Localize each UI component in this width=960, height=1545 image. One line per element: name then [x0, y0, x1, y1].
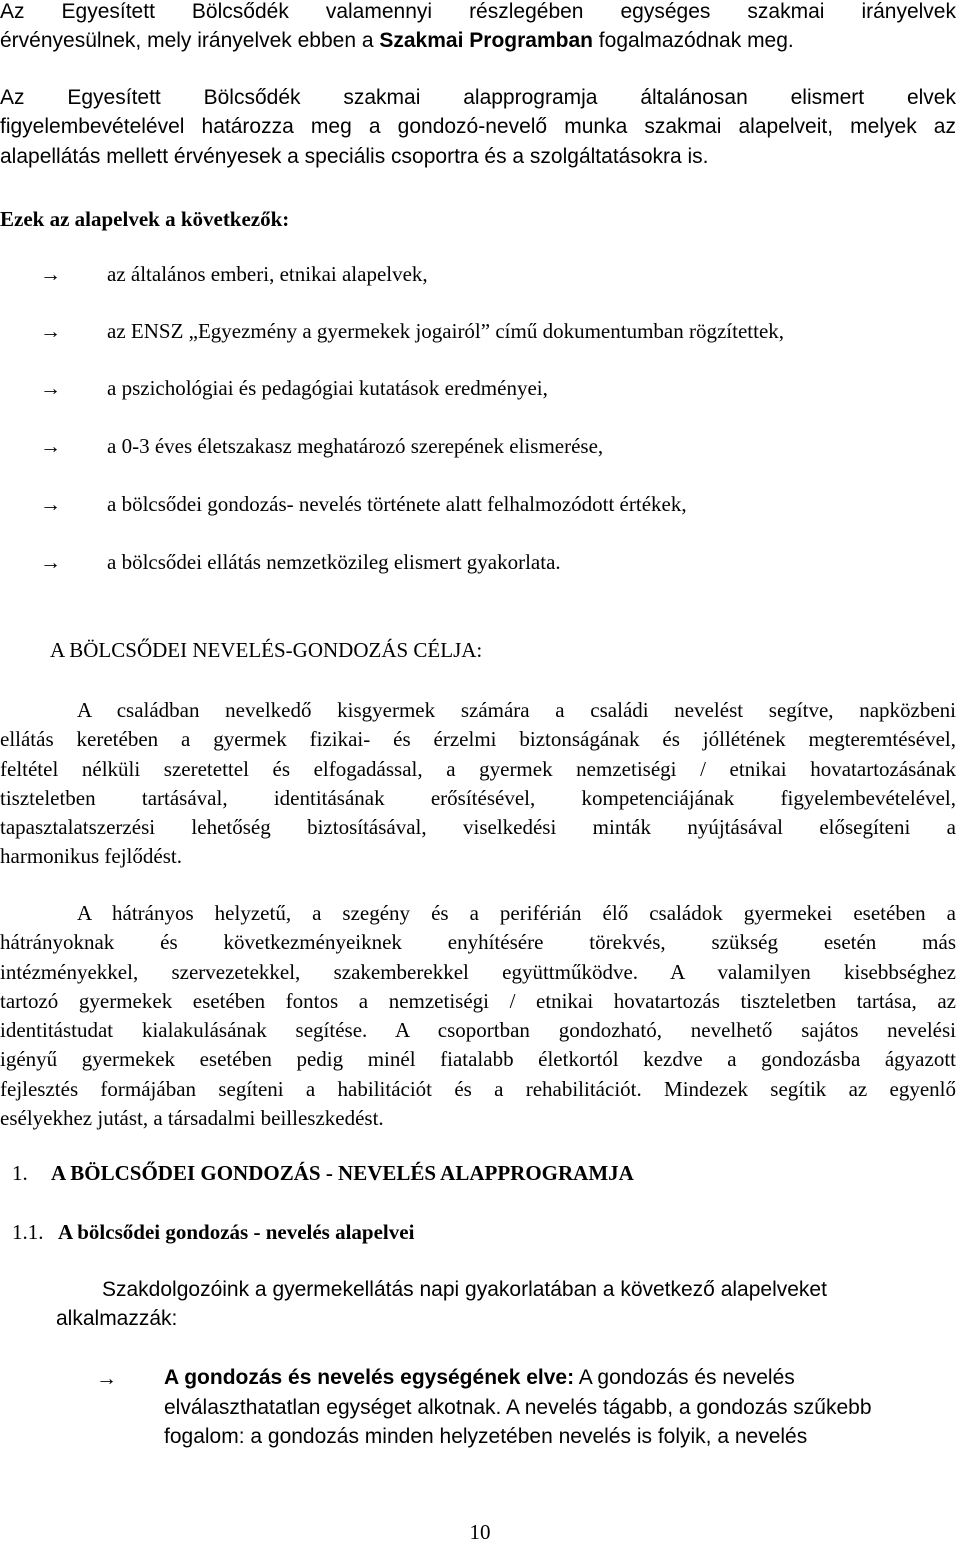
program-name: Szakmai Programban	[379, 29, 593, 53]
principles-intro-paragraph	[0, 83, 956, 171]
list-item-text: a bölcsődei gondozás- nevelés története alatt felhalmozódott értékek,	[107, 492, 687, 516]
goal-p1-line-6: harmonikus fejlődést.	[0, 844, 182, 869]
goal-paragraph-1	[0, 696, 956, 872]
goal-p1-line-3: feltétel nélküli szeretettel és elfogadással, a gyermek nemzetiségi / etnikai hovatartozásának	[0, 756, 956, 781]
arrow-icon: →	[40, 262, 61, 286]
goal-p2-line-4: tartozó gyermekek esetében fontos a nemzetiségi / etnikai hovatartozás tiszteletben tartása, az	[0, 988, 956, 1013]
goal-p1-line-2: ellátás keretében a gyermek fizikai- és érzelmi biztonságának és jóllétének megteremtésével,	[0, 727, 956, 752]
goal-paragraph-2	[0, 899, 956, 1133]
principle-text: A gondozás és nevelés	[574, 1366, 795, 1389]
intro-line-2	[0, 26, 956, 55]
list-item-text: a 0-3 éves életszakasz meghatározó szerepének elismerése,	[107, 434, 604, 458]
list-item	[0, 376, 956, 406]
goal-p2-line-1: A hátrányos helyzetű, a szegény és a periférián élő családok gyermekei esetében a	[77, 901, 956, 925]
arrow-icon: →	[40, 319, 61, 343]
list-item	[0, 434, 956, 464]
section-1-1-number: 1.1.	[12, 1220, 44, 1244]
arrow-icon: →	[40, 492, 61, 516]
arrow-icon: →	[40, 550, 61, 574]
goal-p1-line-5: tapasztalatszerzési lehetőség biztosításával, viselkedési minták nyújtásával elősegíteni a	[0, 815, 956, 840]
intro-paragraph	[0, 0, 956, 56]
list-item	[0, 262, 956, 292]
para2-line-1: Az Egyesített Bölcsődék szakmai alapprogramja általánosan elismert elvek	[0, 86, 956, 109]
list-item-text: a pszichológiai és pedagógiai kutatások eredményei,	[107, 376, 548, 400]
list-item-text: a bölcsődei ellátás nemzetközileg elismert gyakorlata.	[107, 550, 561, 574]
para2-line-2: figyelembevételével határozza meg a gondozó-nevelő munka szakmai alapelveit, melyek az	[0, 115, 956, 139]
goal-p2-line-5: identitástudat kialakulásának segítése. A csoportban gondozható, nevelhető sajátos nevelési	[0, 1018, 956, 1043]
arrow-icon: →	[40, 376, 61, 400]
intro-text-pre: érvényesülnek, mely irányelvek ebben a	[0, 29, 380, 53]
principle-item-line-1	[164, 1366, 795, 1390]
goal-heading: A BÖLCSŐDEI NEVELÉS-GONDOZÁS CÉLJA:	[50, 638, 483, 662]
arrow-icon: →	[40, 434, 61, 458]
section-1-number: 1.	[12, 1161, 28, 1185]
section-1-1-title: A bölcsődei gondozás - nevelés alapelvei	[58, 1220, 415, 1244]
arrow-icon: →	[96, 1366, 117, 1390]
goal-p2-line-7: fejlesztés formájában segíteni a habilitációt és a rehabilitációt. Mindezek segítik az egyenlő	[0, 1076, 956, 1101]
intro-text-post: fogalmazódnak meg.	[592, 29, 794, 53]
list-item	[0, 319, 956, 349]
goal-p1-line-4: tiszteletben tartásával, identitásának erősítésével, kompetenciájának figyelembevételével,	[0, 785, 956, 810]
para2-line-3: alapellátás mellett érvényesek a speciális csoportra és a szolgáltatásokra is.	[0, 144, 709, 168]
page-number: 10	[469, 1520, 491, 1544]
principle-item-line-3: fogalom: a gondozás minden helyzetében nevelés is folyik, a nevelés	[164, 1425, 808, 1448]
goal-p2-line-3: intézményekkel, szervezetekkel, szakemberekkel együttműködve. A valamilyen kisebbséghez	[0, 959, 956, 984]
principles-heading: Ezek az alapelvek a következők:	[0, 207, 290, 231]
section-1-1-intro-line-1: Szakdolgozóink a gyermekellátás napi gyakorlatában a következő alapelveket	[102, 1278, 827, 1301]
principle-name: A gondozás és nevelés egységének elve:	[164, 1366, 575, 1389]
list-item-text: az ENSZ „Egyezmény a gyermekek jogairól” című dokumentumban rögzítettek,	[107, 319, 785, 343]
list-item	[0, 550, 956, 580]
intro-line-1: Az Egyesített Bölcsődék valamennyi részlegében egységes szakmai irányelvek	[0, 0, 956, 23]
list-item-text: az általános emberi, etnikai alapelvek,	[107, 262, 428, 286]
section-1-title: A BÖLCSŐDEI GONDOZÁS - NEVELÉS ALAPPROGRAMJA	[51, 1161, 634, 1185]
section-1-1-intro-line-2: alkalmazzák:	[56, 1307, 178, 1330]
principle-item-line-2: elválaszthatatlan egységet alkotnak. A nevelés tágabb, a gondozás szűkebb	[164, 1396, 872, 1419]
goal-p2-line-2: hátrányoknak és következményeiknek enyhítésére törekvés, szükség esetén más	[0, 930, 956, 955]
goal-p2-line-6: igényű gyermekek esetében pedig minél fiatalabb életkortól kezdve a gondozásba ágyazott	[0, 1047, 956, 1072]
goal-p2-line-8: esélyekhez jutást, a társadalmi beilleszkedést.	[0, 1106, 384, 1131]
list-item	[0, 492, 956, 522]
goal-p1-line-1: A családban nevelkedő kisgyermek számára a családi nevelést segítve, napközbeni	[77, 698, 956, 722]
